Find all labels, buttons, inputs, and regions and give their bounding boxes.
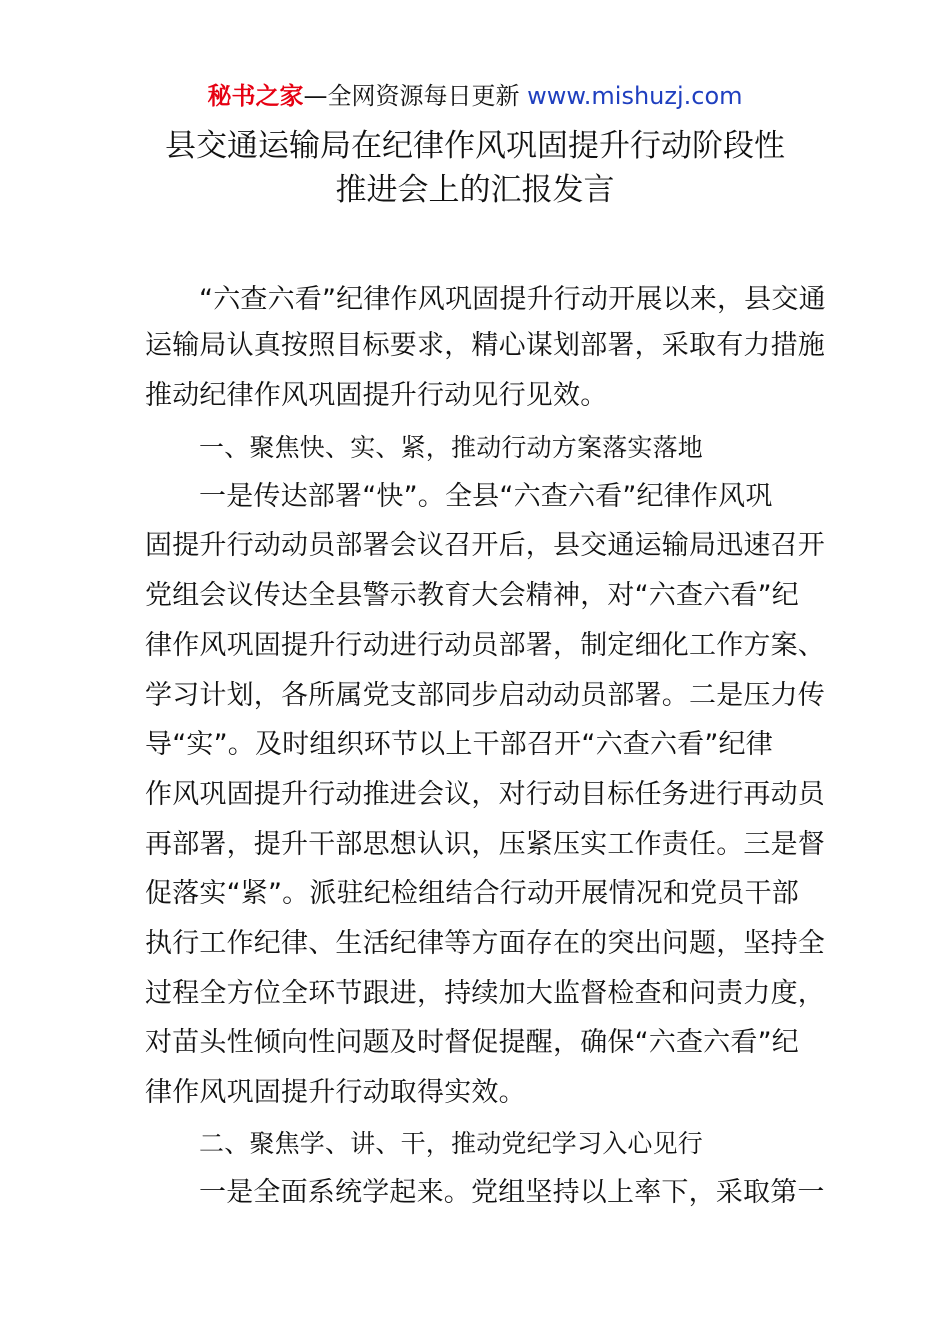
body-line: 推动纪律作风巩固提升行动见行见效。 xyxy=(145,380,608,411)
body-line: 作风巩固提升行动推进会议，对行动目标任务进行再动员 xyxy=(145,779,825,810)
body-line: 一是传达部署“快”。全县“六查六看”纪律作风巩 xyxy=(199,481,773,512)
body-line: 律作风巩固提升行动进行动员部署，制定细化工作方案、 xyxy=(145,630,825,661)
site-header xyxy=(0,78,950,114)
body-line: “六查六看”纪律作风巩固提升行动开展以来，县交通 xyxy=(199,284,826,315)
body-line: 运输局认真按照目标要求，精心谋划部署，采取有力措施 xyxy=(145,330,825,361)
body-line: 学习计划，各所属党支部同步启动动员部署。二是压力传 xyxy=(145,680,825,711)
document-title xyxy=(0,124,950,212)
section-heading-2: 二、聚焦学、讲、干，推动党纪学习入心见行 xyxy=(199,1129,704,1158)
site-name: 秘书之家 xyxy=(207,82,304,110)
body-line: 导“实”。及时组织环节以上干部召开“六查六看”纪律 xyxy=(145,729,773,760)
body-line: 律作风巩固提升行动取得实效。 xyxy=(145,1077,526,1108)
body-line: 党组会议传达全县警示教育大会精神，对“六查六看”纪 xyxy=(145,580,799,611)
body-line: 对苗头性倾向性问题及时督促提醒，确保“六查六看”纪 xyxy=(145,1027,799,1058)
body-line: 执行工作纪律、生活纪律等方面存在的突出问题，坚持全 xyxy=(145,928,825,959)
body-line: 一是全面系统学起来。党组坚持以上率下，采取第一 xyxy=(199,1177,825,1208)
document-title-line-1: 县交通运输局在纪律作风巩固提升行动阶段性 xyxy=(165,128,785,164)
site-tagline: —全网资源每日更新 xyxy=(303,82,520,110)
body-line: 再部署，提升干部思想认识，压紧压实工作责任。三是督 xyxy=(145,829,825,860)
site-url-link[interactable]: www.mishuzj.com xyxy=(527,82,743,110)
body-line: 固提升行动动员部署会议召开后，县交通运输局迅速召开 xyxy=(145,530,825,561)
body-line: 过程全方位全环节跟进，持续加大监督检查和问责力度， xyxy=(145,978,825,1009)
body-line: 促落实“紧”。派驻纪检组结合行动开展情况和党员干部 xyxy=(145,878,799,909)
document-title-line-2: 推进会上的汇报发言 xyxy=(335,172,615,208)
section-heading-1: 一、聚焦快、实、紧，推动行动方案落实落地 xyxy=(199,433,704,462)
